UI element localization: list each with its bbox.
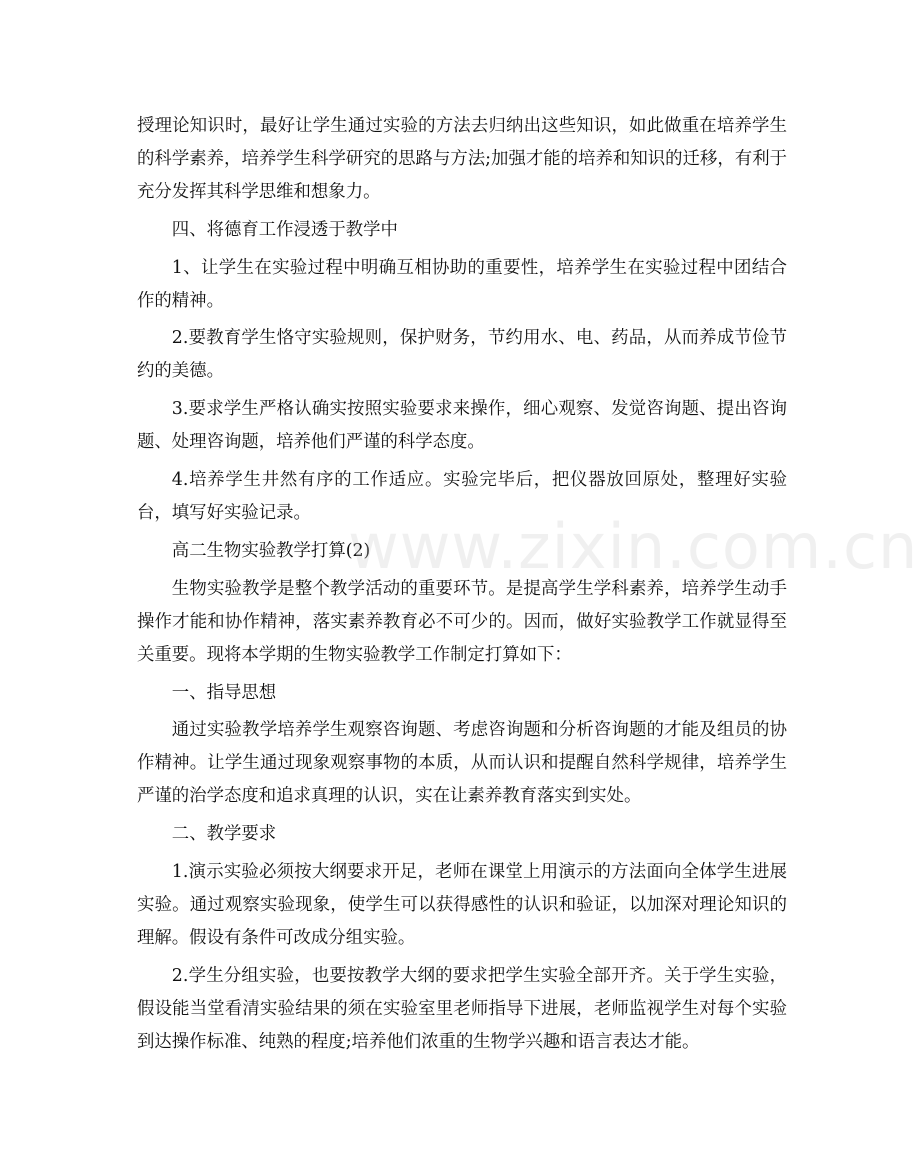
watermark: www.zixin.com.cn bbox=[348, 510, 919, 583]
document-body bbox=[137, 110, 787, 1063]
document-title: 高二生物实验教学打算(2) bbox=[171, 540, 371, 561]
list-item: 3.要求学生严格认确实按照实验要求来操作，细心观察、发觉咨询题、提出咨询题、处理咨询题，培养他们严谨的科学态度。 bbox=[137, 399, 787, 453]
section-heading-moral-education: 四、将德育工作浸透于教学中 bbox=[171, 219, 398, 240]
list-item: 4.培养学生井然有序的工作适应。实验完毕后，把仪器放回原处，整理好实验台，填写好实验记录。 bbox=[137, 470, 787, 523]
paragraph: 生物实验教学是整个教学活动的重要环节。是提高学生学科素养，培养学生动手操作才能和协作精神，落实素养教育必不可少的。因而，做好实验教学工作就显得至关重要。现将本学期的生物实验教学工作制定打算如下： bbox=[137, 578, 787, 665]
paragraph: 通过实验教学培养学生观察咨询题、考虑咨询题和分析咨询题的才能及组员的协作精神。让学生通过现象观察事物的本质，从而认识和提醒自然科学规律，培养学生严谨的治学态度和追求真理的认识，实在让素养教育落实到实处。 bbox=[137, 720, 787, 807]
section-heading-teaching-requirements: 二、教学要求 bbox=[171, 824, 277, 845]
list-item: 1.演示实验必须按大纲要求开足，老师在课堂上用演示的方法面向全体学生进展实验。通过观察实验现象，使学生可以获得感性的认识和验证，以加深对理论知识的理解。假设有条件可改成分组实验。 bbox=[137, 862, 787, 948]
list-item: 2.学生分组实验，也要按教学大纲的要求把学生实验全部开齐。关于学生实验，假设能当堂看清实验结果的须在实验室里老师指导下进展，老师监视学生对每个实验到达操作标准、纯熟的程度;培养他们浓重的生物学兴趣和语言表达才能。 bbox=[137, 965, 787, 1052]
paragraph-continuation: 授理论知识时，最好让学生通过实验的方法去归纳出这些知识，如此做重在培养学生的科学素养，培养学生科学研究的思路与方法;加强才能的培养和知识的迁移，有利于充分发挥其科学思维和想象力。 bbox=[137, 116, 787, 202]
list-item: 2.要教育学生恪守实验规则，保护财务，节约用水、电、药品，从而养成节俭节约的美德。 bbox=[137, 328, 787, 382]
list-item: 1、让学生在实验过程中明确互相协助的重要性，培养学生在实验过程中团结合作的精神。 bbox=[137, 257, 787, 311]
section-heading-guiding-ideology: 一、指导思想 bbox=[171, 682, 277, 703]
